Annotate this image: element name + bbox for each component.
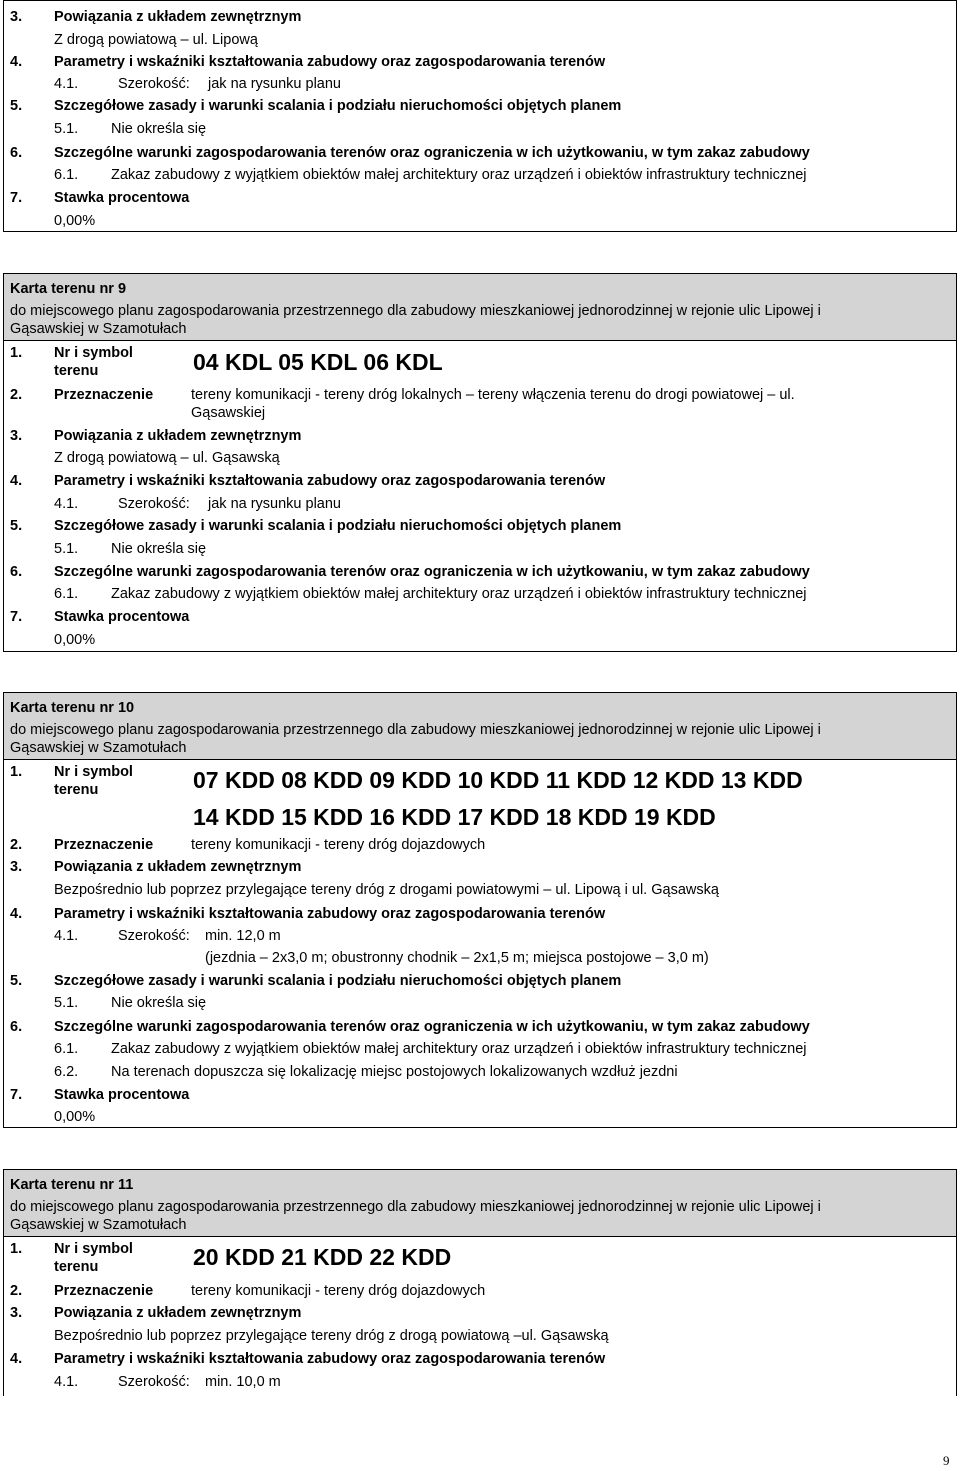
sec-text: tereny komunikacji - tereny dróg lokalnych – tereny włączenia terenu do drogi powiatowej – ul. bbox=[191, 387, 795, 403]
sec-title: Powiązania z układem zewnętrznym bbox=[54, 1305, 302, 1321]
card11-title: Karta terenu nr 11 bbox=[10, 1177, 134, 1193]
sec-num: 6. bbox=[10, 564, 23, 580]
sec-title: Powiązania z układem zewnętrznym bbox=[54, 9, 302, 25]
sub-val: Zakaz zabudowy z wyjątkiem obiektów małej architektury oraz urządzeń i obiektów infrastruktury technicznej bbox=[111, 586, 807, 602]
sub-label: 4.1. bbox=[54, 1374, 79, 1390]
sec-title: Szczególne warunki zagospodarowania terenów oraz ograniczenia w ich użytkowaniu, w tym zakaz zabudowy bbox=[54, 1019, 810, 1035]
sub-val: Nie określa się bbox=[111, 541, 207, 557]
sec-num: 5. bbox=[10, 98, 23, 114]
sec-title: Stawka procentowa bbox=[54, 1087, 190, 1103]
sub-label: 6.1. bbox=[54, 1041, 79, 1057]
sec-title: Szczegółowe zasady i warunki scalania i podziału nieruchomości objętych planem bbox=[54, 98, 622, 114]
sec-title-2: terenu bbox=[54, 782, 99, 798]
sec-title: Przeznaczenie bbox=[54, 387, 154, 403]
sub-val: min. 10,0 m bbox=[205, 1374, 281, 1390]
sec-num: 2. bbox=[10, 1283, 23, 1299]
sec-text: 0,00% bbox=[54, 213, 96, 229]
sec-num: 7. bbox=[10, 1087, 23, 1103]
sec-num: 4. bbox=[10, 473, 23, 489]
sub-label: 5.1. bbox=[54, 541, 79, 557]
sec-num: 1. bbox=[10, 1241, 23, 1257]
sec-num: 2. bbox=[10, 387, 23, 403]
sec-num: 5. bbox=[10, 973, 23, 989]
card11-subtitle-2: Gąsawskiej w Szamotułach bbox=[10, 1217, 187, 1233]
sub-val-2: (jezdnia – 2x3,0 m; obustronny chodnik – 2x1,5 m; miejsca postojowe – 3,0 m) bbox=[205, 950, 709, 966]
card10-subtitle: do miejscowego planu zagospodarowania przestrzennego dla zabudowy mieszkaniowej jednorodzinnej w rejonie ulic Lipowej i bbox=[10, 722, 821, 738]
sec-title: Nr i symbol bbox=[54, 764, 133, 780]
sec-num: 1. bbox=[10, 764, 23, 780]
sec-num: 4. bbox=[10, 1351, 23, 1367]
sec-num: 1. bbox=[10, 345, 23, 361]
sec-num: 5. bbox=[10, 518, 23, 534]
sub-label: 6.1. bbox=[54, 586, 79, 602]
card11-symbols: 20 KDD 21 KDD 22 KDD bbox=[193, 1244, 452, 1270]
sec-title: Parametry i wskaźniki kształtowania zabudowy oraz zagospodarowania terenów bbox=[54, 473, 606, 489]
sub-key: Szerokość: bbox=[118, 76, 190, 92]
sec-text-2: Gąsawskiej bbox=[191, 405, 266, 421]
sec-title: Przeznaczenie bbox=[54, 1283, 154, 1299]
sec-text: 0,00% bbox=[54, 1109, 96, 1125]
sub-val: jak na rysunku planu bbox=[208, 496, 341, 512]
card10-subtitle-2: Gąsawskiej w Szamotułach bbox=[10, 740, 187, 756]
sub-val: Nie określa się bbox=[111, 121, 207, 137]
sub-label: 6.2. bbox=[54, 1064, 79, 1080]
sub-val: Na terenach dopuszcza się lokalizację miejsc postojowych lokalizowanych wzdłuż jezdni bbox=[111, 1064, 678, 1080]
card10-symbols-2: 14 KDD 15 KDD 16 KDD 17 KDD 18 KDD 19 KDD bbox=[193, 804, 716, 830]
sec-title-2: terenu bbox=[54, 1259, 99, 1275]
sub-label: 6.1. bbox=[54, 167, 79, 183]
sec-num: 4. bbox=[10, 54, 23, 70]
card10-title: Karta terenu nr 10 bbox=[10, 700, 135, 716]
sec-text: tereny komunikacji - tereny dróg dojazdowych bbox=[191, 1283, 486, 1299]
card9-subtitle-2: Gąsawskiej w Szamotułach bbox=[10, 321, 187, 337]
sec-num: 3. bbox=[10, 1305, 23, 1321]
sec-num: 4. bbox=[10, 906, 23, 922]
sec-title: Nr i symbol bbox=[54, 345, 133, 361]
sec-num: 2. bbox=[10, 837, 23, 853]
sec-title: Powiązania z układem zewnętrznym bbox=[54, 428, 302, 444]
sec-title: Parametry i wskaźniki kształtowania zabudowy oraz zagospodarowania terenów bbox=[54, 906, 606, 922]
sub-val: jak na rysunku planu bbox=[208, 76, 341, 92]
sub-label: 4.1. bbox=[54, 928, 79, 944]
sub-key: Szerokość: bbox=[118, 1374, 190, 1390]
sec-text: Z drogą powiatową – ul. Lipową bbox=[54, 32, 258, 48]
sec-title: Stawka procentowa bbox=[54, 190, 190, 206]
sub-val: Zakaz zabudowy z wyjątkiem obiektów małej architektury oraz urządzeń i obiektów infrastruktury technicznej bbox=[111, 167, 807, 183]
sub-label: 4.1. bbox=[54, 76, 79, 92]
sub-key: Szerokość: bbox=[118, 928, 190, 944]
sec-title: Przeznaczenie bbox=[54, 837, 154, 853]
sub-val: Nie określa się bbox=[111, 995, 207, 1011]
card9-symbols: 04 KDL 05 KDL 06 KDL bbox=[193, 349, 443, 375]
sec-title: Stawka procentowa bbox=[54, 609, 190, 625]
sub-val: Zakaz zabudowy z wyjątkiem obiektów małej architektury oraz urządzeń i obiektów infrastruktury technicznej bbox=[111, 1041, 807, 1057]
sec-title: Szczególne warunki zagospodarowania terenów oraz ograniczenia w ich użytkowaniu, w tym zakaz zabudowy bbox=[54, 145, 810, 161]
sec-num: 7. bbox=[10, 609, 23, 625]
sec-num: 6. bbox=[10, 1019, 23, 1035]
sec-title: Nr i symbol bbox=[54, 1241, 133, 1257]
sec-num: 7. bbox=[10, 190, 23, 206]
sec-title: Szczegółowe zasady i warunki scalania i podziału nieruchomości objętych planem bbox=[54, 973, 622, 989]
sec-title: Parametry i wskaźniki kształtowania zabudowy oraz zagospodarowania terenów bbox=[54, 54, 606, 70]
sub-label: 5.1. bbox=[54, 121, 79, 137]
sec-num: 3. bbox=[10, 859, 23, 875]
sec-num: 6. bbox=[10, 145, 23, 161]
sec-num: 3. bbox=[10, 428, 23, 444]
card10-symbols: 07 KDD 08 KDD 09 KDD 10 KDD 11 KDD 12 KDD 13 KDD bbox=[193, 767, 803, 793]
sub-key: Szerokość: bbox=[118, 496, 190, 512]
card11-subtitle: do miejscowego planu zagospodarowania przestrzennego dla zabudowy mieszkaniowej jednorodzinnej w rejonie ulic Lipowej i bbox=[10, 1199, 821, 1215]
sec-text: Z drogą powiatową – ul. Gąsawską bbox=[54, 450, 280, 466]
sec-num: 3. bbox=[10, 9, 23, 25]
sec-title: Powiązania z układem zewnętrznym bbox=[54, 859, 302, 875]
sec-title-2: terenu bbox=[54, 363, 99, 379]
sub-val: min. 12,0 m bbox=[205, 928, 281, 944]
card9-title: Karta terenu nr 9 bbox=[10, 281, 127, 297]
sec-title: Szczególne warunki zagospodarowania terenów oraz ograniczenia w ich użytkowaniu, w tym zakaz zabudowy bbox=[54, 564, 810, 580]
sec-text: Bezpośrednio lub poprzez przylegające tereny dróg z drogą powiatową –ul. Gąsawską bbox=[54, 1328, 609, 1344]
sec-title: Parametry i wskaźniki kształtowania zabudowy oraz zagospodarowania terenów bbox=[54, 1351, 606, 1367]
sec-title: Szczegółowe zasady i warunki scalania i podziału nieruchomości objętych planem bbox=[54, 518, 622, 534]
sec-text: Bezpośrednio lub poprzez przylegające tereny dróg z drogami powiatowymi – ul. Lipową i ul. Gąsawską bbox=[54, 882, 719, 898]
page-number: 9 bbox=[943, 1453, 950, 1468]
sub-label: 4.1. bbox=[54, 496, 79, 512]
sub-label: 5.1. bbox=[54, 995, 79, 1011]
sec-text: 0,00% bbox=[54, 632, 96, 648]
card9-subtitle: do miejscowego planu zagospodarowania przestrzennego dla zabudowy mieszkaniowej jednorodzinnej w rejonie ulic Lipowej i bbox=[10, 303, 821, 319]
sec-text: tereny komunikacji - tereny dróg dojazdowych bbox=[191, 837, 486, 853]
